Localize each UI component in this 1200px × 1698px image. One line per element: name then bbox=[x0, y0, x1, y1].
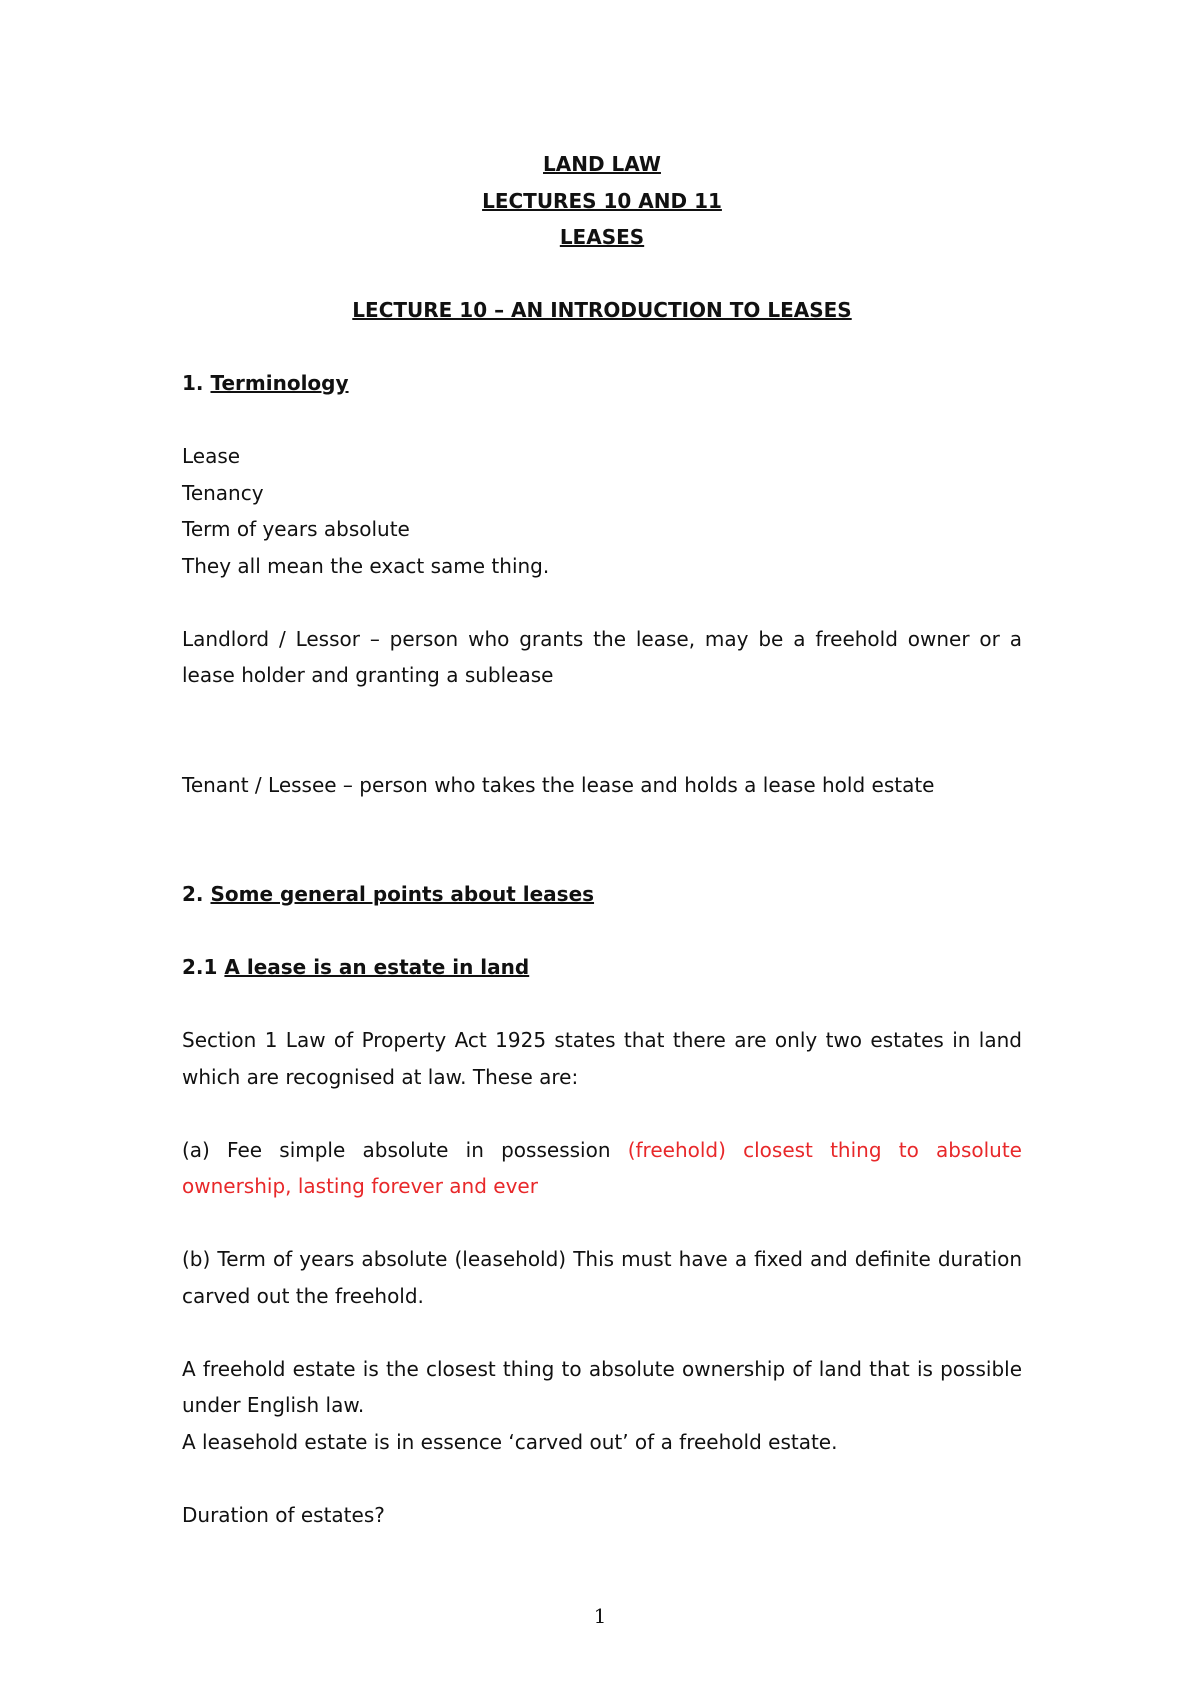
duration-question: Duration of estates? bbox=[182, 1502, 385, 1527]
section-2-heading bbox=[182, 876, 1022, 913]
document-body bbox=[182, 146, 1022, 1533]
section-2-1-number: 2.1 bbox=[182, 955, 218, 979]
document-topic: LEASES bbox=[559, 225, 645, 249]
document-title: LAND LAW bbox=[543, 152, 661, 176]
freehold-description: A freehold estate is the closest thing to absolute ownership of land that is possible under English law. bbox=[182, 1356, 1022, 1417]
leasehold-description: A leasehold estate is in essence ‘carved out’ of a freehold estate. bbox=[182, 1429, 838, 1454]
section-2-1-heading bbox=[182, 949, 1022, 986]
section-1-heading bbox=[182, 365, 1022, 402]
term-tenancy: Tenancy bbox=[182, 480, 264, 505]
estates-intro: Section 1 Law of Property Act 1925 states that there are only two estates in land which are recognised at law. These are: bbox=[182, 1028, 1022, 1089]
estate-item-a bbox=[182, 1132, 1022, 1205]
section-2-1-title: A lease is an estate in land bbox=[224, 955, 530, 979]
estate-item-a-note: (freehold) closest thing to absolute ownership, lasting forever and ever bbox=[182, 1137, 1022, 1198]
term-years-absolute: Term of years absolute bbox=[182, 517, 410, 541]
landlord-definition: Landlord / Lessor – person who grants the lease, may be a freehold owner or a lease holder and granting a sublease bbox=[182, 626, 1022, 687]
section-2-title: Some general points about leases bbox=[210, 882, 595, 906]
estate-item-a-text: (a) Fee simple absolute in possession bbox=[182, 1137, 628, 1162]
tenant-definition: Tenant / Lessee – person who takes the lease and holds a lease hold estate bbox=[182, 772, 935, 797]
section-1-title: Terminology bbox=[210, 371, 349, 395]
section-1-number: 1. bbox=[182, 371, 204, 395]
terms-summary: They all mean the exact same thing. bbox=[182, 553, 550, 578]
lecture-heading: LECTURE 10 – AN INTRODUCTION TO LEASES bbox=[352, 298, 852, 322]
page-number: 1 bbox=[593, 1604, 607, 1628]
estate-item-b: (b) Term of years absolute (leasehold) This must have a fixed and definite duration carved out the freehold. bbox=[182, 1247, 1022, 1308]
document-subtitle: LECTURES 10 AND 11 bbox=[482, 188, 722, 213]
section-2-number: 2. bbox=[182, 882, 204, 906]
term-lease: Lease bbox=[182, 444, 241, 468]
